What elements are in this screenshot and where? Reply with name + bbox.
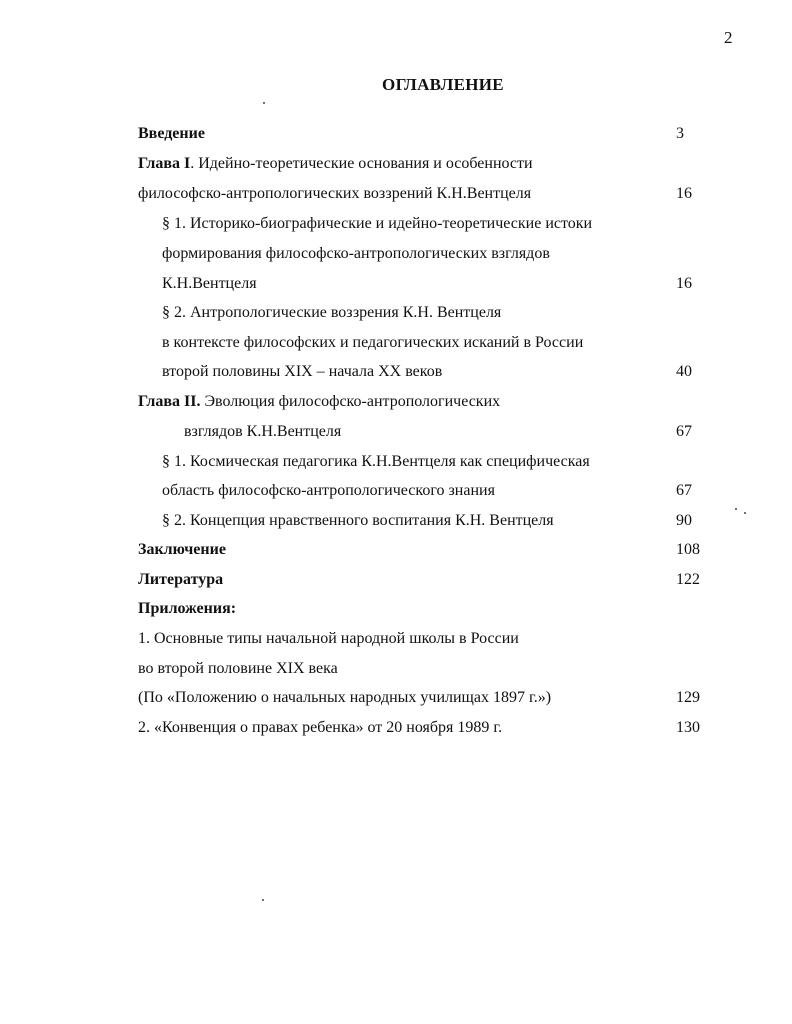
- toc-intro-page: 3: [676, 125, 684, 142]
- toc-ch1-sec1-line2: формирования философско-антропологических взглядов: [162, 245, 550, 262]
- toc-chapter1-line2: философско-антропологических воззрений К.Н.Вентцеля: [138, 185, 532, 202]
- toc-ch2-sec2-page: 90: [676, 512, 692, 529]
- toc-literature-page: 122: [676, 571, 700, 588]
- scan-speck: [744, 512, 746, 514]
- toc-conclusion: Заключение: [138, 541, 226, 558]
- toc-appendices: Приложения:: [138, 600, 237, 617]
- toc-ch1-sec2-line1: § 2. Антропологические воззрения К.Н. Вентцеля: [162, 304, 502, 321]
- toc-literature: Литература: [138, 571, 224, 588]
- toc-appendix1-line3: (По «Положению о начальных народных училищах 1897 г.»): [138, 689, 552, 706]
- toc-appendix1-line1: 1. Основные типы начальной народной школы в России: [138, 630, 519, 647]
- toc-ch1-sec1-line1: § 1. Историко-биографические и идейно-теоретические истоки: [162, 215, 593, 232]
- toc-ch1-sec2-page: 40: [676, 363, 692, 380]
- toc-appendix1-line2: во второй половине XIX века: [138, 660, 338, 677]
- toc-appendix2-line1: 2. «Конвенция о правах ребенка» от 20 ноября 1989 г.: [138, 719, 503, 736]
- toc-ch1-sec2-line2: в контексте философских и педагогических исканий в России: [162, 334, 584, 351]
- toc-ch1-sec2-line3: второй половины XIX – начала XX веков: [162, 363, 443, 380]
- toc-chapter2-line2: взглядов К.Н.Вентцеля: [184, 423, 342, 440]
- scan-speck: [735, 508, 737, 510]
- page-title: ОГЛАВЛЕНИЕ: [382, 75, 504, 94]
- toc-chapter2-line1: Глава II. Эволюция философско-антропологических: [138, 393, 501, 410]
- toc-chapter2-page: 67: [676, 423, 692, 440]
- toc-chapter1-line1: Глава I. Идейно-теоретические основания и особенности: [138, 155, 533, 172]
- toc-intro: Введение: [138, 125, 205, 142]
- toc-conclusion-page: 108: [676, 541, 700, 558]
- toc-chapter1-page: 16: [676, 185, 692, 202]
- toc-ch2-sec1-line2: область философско-антропологического знания: [162, 482, 495, 499]
- page-number: 2: [724, 28, 733, 47]
- toc-appendix1-page: 129: [676, 689, 700, 706]
- scan-speck: [262, 899, 264, 901]
- toc-ch1-sec1-page: 16: [676, 275, 692, 292]
- scan-speck: [263, 102, 265, 104]
- toc-ch1-sec1-line3: К.Н.Вентцеля: [162, 275, 257, 292]
- toc-ch2-sec2-line1: § 2. Концепция нравственного воспитания К.Н. Вентцеля: [162, 512, 554, 529]
- toc-ch2-sec1-line1: § 1. Космическая педагогика К.Н.Вентцеля как специфическая: [162, 453, 590, 470]
- toc-ch2-sec1-page: 67: [676, 482, 692, 499]
- toc-appendix2-page: 130: [676, 719, 700, 736]
